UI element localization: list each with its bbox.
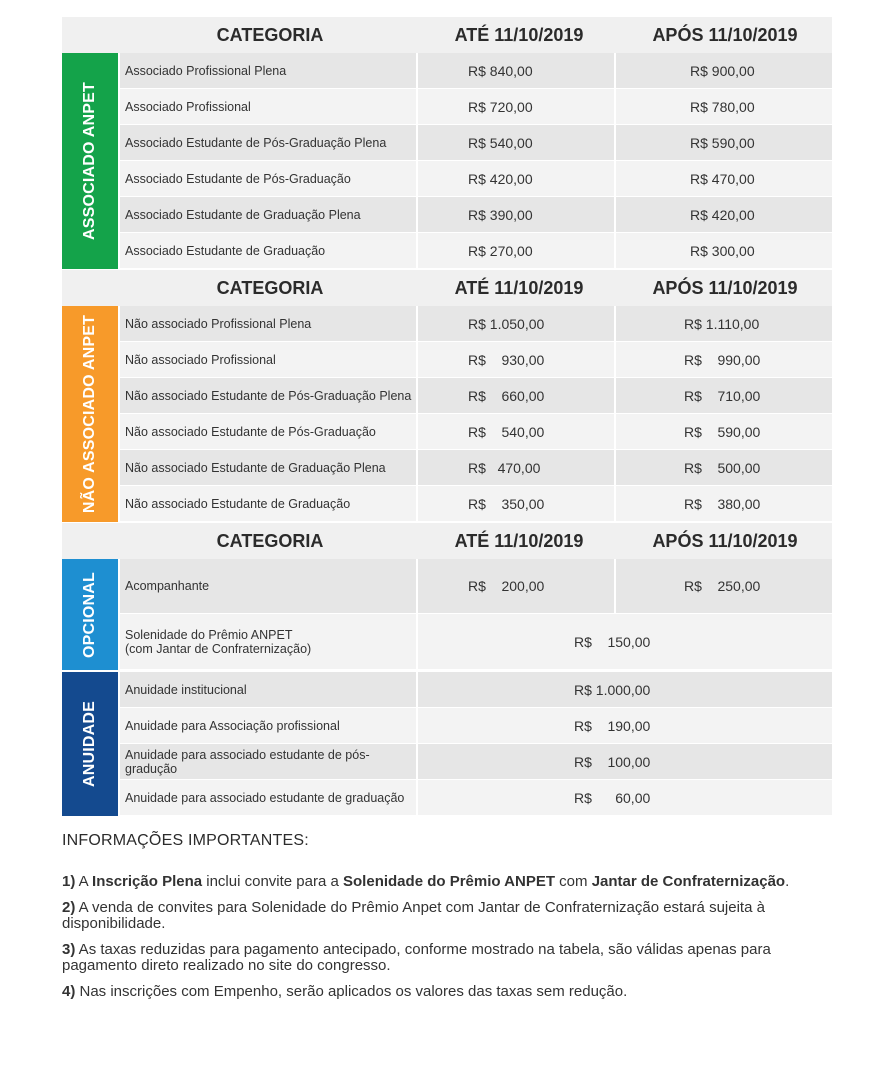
table-row <box>118 306 832 342</box>
price-apos: R$ 420,00 <box>614 197 828 232</box>
info-item-2: 2) A venda de convites para Solenidade do Prêmio Anpet com Jantar de Confraternização estará sujeita à disponibilidade. <box>62 899 765 932</box>
price-single: R$ 100,00 <box>416 744 828 779</box>
table-row <box>118 125 832 161</box>
section-label-nao-associado <box>62 306 118 522</box>
row-label: Associado Estudante de Pós-Graduação <box>118 161 416 196</box>
price-apos: R$ 710,00 <box>614 378 828 413</box>
price-ate: R$ 720,00 <box>416 89 614 124</box>
header-apos: APÓS 11/10/2019 <box>652 531 798 551</box>
price-apos: R$ 590,00 <box>614 125 828 160</box>
row-label: Associado Estudante de Graduação Plena <box>118 197 416 232</box>
price-ate: R$ 540,00 <box>416 414 614 449</box>
table-row <box>118 672 832 708</box>
row-label: Associado Profissional Plena <box>118 53 416 88</box>
price-apos: R$ 590,00 <box>614 414 828 449</box>
section-label-anuidade <box>62 672 118 816</box>
price-ate: R$ 470,00 <box>416 450 614 485</box>
row-label-line2: (com Jantar de Confraternização) <box>125 641 312 656</box>
section-title: NÃO ASSOCIADO ANPET <box>81 314 98 514</box>
row-label: Associado Profissional <box>118 89 416 124</box>
info-item-4: 4) Nas inscrições com Empenho, serão aplicados os valores das taxas sem redução. <box>62 983 628 1000</box>
table-row <box>118 450 832 486</box>
info-item-3: 3) As taxas reduzidas para pagamento antecipado, conforme mostrado na tabela, são válidas apenas para pagamento direto realizado no site do congresso. <box>62 941 771 974</box>
price-apos: R$ 990,00 <box>614 342 828 377</box>
section-title: ANUIDADE <box>81 700 98 788</box>
section-opcional <box>62 559 832 670</box>
price-apos: R$ 500,00 <box>614 450 828 485</box>
table-row <box>118 486 832 522</box>
section-associado <box>62 53 832 269</box>
row-label: Não associado Profissional <box>118 342 416 377</box>
table-row <box>118 197 832 233</box>
row-label: Acompanhante <box>118 559 416 613</box>
important-info <box>62 832 834 1010</box>
price-apos: R$ 470,00 <box>614 161 828 196</box>
row-label: Não associado Estudante de Graduação Plena <box>118 450 416 485</box>
row-label: Anuidade para associado estudante de graduação <box>118 780 416 815</box>
header-categoria: CATEGORIA <box>216 531 324 551</box>
price-apos: R$ 380,00 <box>614 486 828 521</box>
info-item-1: 1) A Inscrição Plena inclui convite para a Solenidade do Prêmio ANPET com Jantar de Confraternização. <box>62 873 790 890</box>
table-row <box>118 342 832 378</box>
table-row <box>118 233 832 269</box>
price-apos: R$ 900,00 <box>614 53 828 88</box>
table-row <box>118 559 832 614</box>
row-label: Não associado Estudante de Pós-Graduação Plena <box>118 378 416 413</box>
row-label: Associado Estudante de Pós-Graduação Plena <box>118 125 416 160</box>
table-header <box>62 269 832 306</box>
price-ate: R$ 660,00 <box>416 378 614 413</box>
table-header <box>62 17 832 53</box>
price-single: R$ 1.000,00 <box>416 672 828 707</box>
row-label <box>118 614 416 669</box>
row-label: Anuidade para Associação profissional <box>118 708 416 743</box>
header-ate: ATÉ 11/10/2019 <box>454 531 584 551</box>
price-ate: R$ 420,00 <box>416 161 614 196</box>
price-ate: R$ 390,00 <box>416 197 614 232</box>
price-apos: R$ 250,00 <box>614 559 828 613</box>
section-label-associado <box>62 53 118 269</box>
price-table <box>62 17 832 816</box>
table-row <box>118 614 832 670</box>
header-ate: ATÉ 11/10/2019 <box>454 25 584 45</box>
section-title: ASSOCIADO ANPET <box>81 82 98 240</box>
table-row <box>118 161 832 197</box>
price-apos: R$ 1.110,00 <box>614 306 828 341</box>
section-nao-associado <box>62 306 832 522</box>
table-row <box>118 708 832 744</box>
table-row <box>118 744 832 780</box>
price-ate: R$ 350,00 <box>416 486 614 521</box>
table-row <box>118 414 832 450</box>
row-label: Não associado Estudante de Graduação <box>118 486 416 521</box>
price-single: R$ 150,00 <box>416 614 828 669</box>
table-row <box>118 89 832 125</box>
row-label-line1: Solenidade do Prêmio ANPET <box>125 627 293 642</box>
price-apos: R$ 300,00 <box>614 233 828 268</box>
section-anuidade <box>62 670 832 816</box>
info-title: INFORMAÇÕES IMPORTANTES: <box>62 832 309 849</box>
table-header <box>62 522 832 559</box>
row-label: Não associado Profissional Plena <box>118 306 416 341</box>
price-single: R$ 60,00 <box>416 780 828 815</box>
row-label: Anuidade institucional <box>118 672 416 707</box>
header-ate: ATÉ 11/10/2019 <box>454 278 584 298</box>
table-row <box>118 53 832 89</box>
price-ate: R$ 1.050,00 <box>416 306 614 341</box>
row-label: Não associado Estudante de Pós-Graduação <box>118 414 416 449</box>
row-label: Associado Estudante de Graduação <box>118 233 416 268</box>
price-apos: R$ 780,00 <box>614 89 828 124</box>
price-ate: R$ 540,00 <box>416 125 614 160</box>
header-categoria: CATEGORIA <box>216 25 324 45</box>
table-row <box>118 378 832 414</box>
section-title: OPCIONAL <box>81 571 98 658</box>
row-label: Anuidade para associado estudante de pós-gradução <box>118 744 416 779</box>
price-ate: R$ 840,00 <box>416 53 614 88</box>
header-categoria: CATEGORIA <box>216 278 324 298</box>
price-ate: R$ 270,00 <box>416 233 614 268</box>
section-label-opcional <box>62 559 118 670</box>
header-apos: APÓS 11/10/2019 <box>652 278 798 298</box>
price-ate: R$ 200,00 <box>416 559 614 613</box>
price-ate: R$ 930,00 <box>416 342 614 377</box>
table-row <box>118 780 832 816</box>
header-apos: APÓS 11/10/2019 <box>652 25 798 45</box>
price-single: R$ 190,00 <box>416 708 828 743</box>
